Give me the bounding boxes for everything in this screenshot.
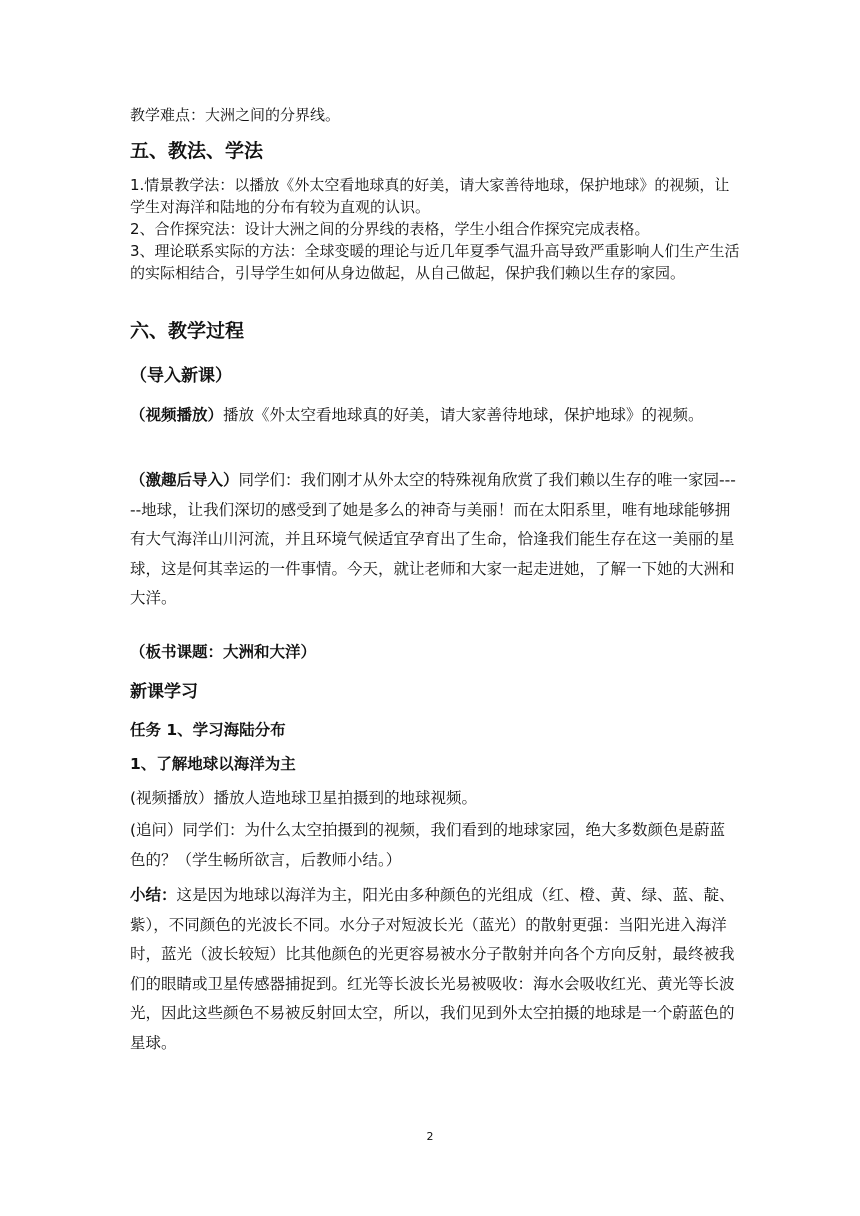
summary-paragraph bbox=[130, 881, 740, 1058]
summary-label: 小结： bbox=[130, 886, 177, 904]
video-2-paragraph: (视频播放）播放人造地球卫星拍摄到的地球视频。 bbox=[130, 789, 478, 807]
section-6-heading: 六、教学过程 bbox=[130, 320, 245, 342]
new-lesson-heading: 新课学习 bbox=[130, 682, 198, 702]
video-label: （视频播放） bbox=[130, 406, 224, 424]
board-title: （板书课题：大洲和大洋） bbox=[130, 643, 317, 661]
summary-text: 这是因为地球以海洋为主，阳光由多种颜色的光组成（红、橙、黄、绿、蓝、靛、紫），不同颜色的光波长不同。水分子对短波长光（蓝光）的散射更强：当阳光进入海洋时，蓝光（波长较短）比其他颜色的光更容易被水分子散射并向各个方向反射，最终被我们的眼睛或卫星传感器捕捉到。红光等长波长光易被吸收：海水会吸收红光、黄光等长波光，因此这些颜色不易被反射回太空，所以，我们见到外太空拍摄的地球是一个蔚蓝色的星球。 bbox=[130, 886, 735, 1052]
section-5-heading: 五、教法、学法 bbox=[130, 140, 264, 162]
motivate-text: 同学们：我们刚才从外太空的特殊视角欣赏了我们赖以生存的唯一家园-----地球，让我们深切的感受到了她是多么的神奇与美丽！而在太阳系里，唯有地球能够拥有大气海洋山川河流，并且环境气候适宜孕育出了生命，恰逢我们能生存在这一美丽的星球，这是何其幸运的一件事情。今天，就让老师和大家一起走进她，了解一下她的大洲和大洋。 bbox=[130, 471, 736, 607]
method-2: 2、合作探究法：设计大洲之间的分界线的表格，学生小组合作探究完成表格。 bbox=[130, 220, 650, 238]
intro-heading: （导入新课） bbox=[130, 366, 232, 386]
question-paragraph: (追问）同学们：为什么太空拍摄到的视频，我们看到的地球家园，绝大多数颜色是蔚蓝色的？（学生畅所欲言，后教师小结。） bbox=[130, 821, 726, 869]
sub-1-heading: 1、了解地球以海洋为主 bbox=[130, 755, 296, 773]
video-text: 播放《外太空看地球真的好美，请大家善待地球，保护地球》的视频。 bbox=[223, 406, 704, 424]
method-1: 1.情景教学法：以播放《外太空看地球真的好美，请大家善待地球，保护地球》的视频，让学生对海洋和陆地的分布有较为直观的认识。 bbox=[130, 176, 730, 216]
teaching-difficulty: 教学难点：大洲之间的分界线。 bbox=[130, 106, 341, 124]
task-1-heading: 任务 1、学习海陆分布 bbox=[130, 721, 286, 739]
page-number: 2 bbox=[426, 1130, 434, 1143]
motivate-label: （激趣后导入） bbox=[130, 471, 239, 489]
method-3: 3、理论联系实际的方法：全球变暖的理论与近几年夏季气温升高导致严重影响人们生产生活的实际相结合，引导学生如何从身边做起，从自己做起，保护我们赖以生存的家园。 bbox=[130, 242, 740, 282]
video-paragraph bbox=[130, 401, 740, 431]
motivate-paragraph bbox=[130, 466, 740, 614]
